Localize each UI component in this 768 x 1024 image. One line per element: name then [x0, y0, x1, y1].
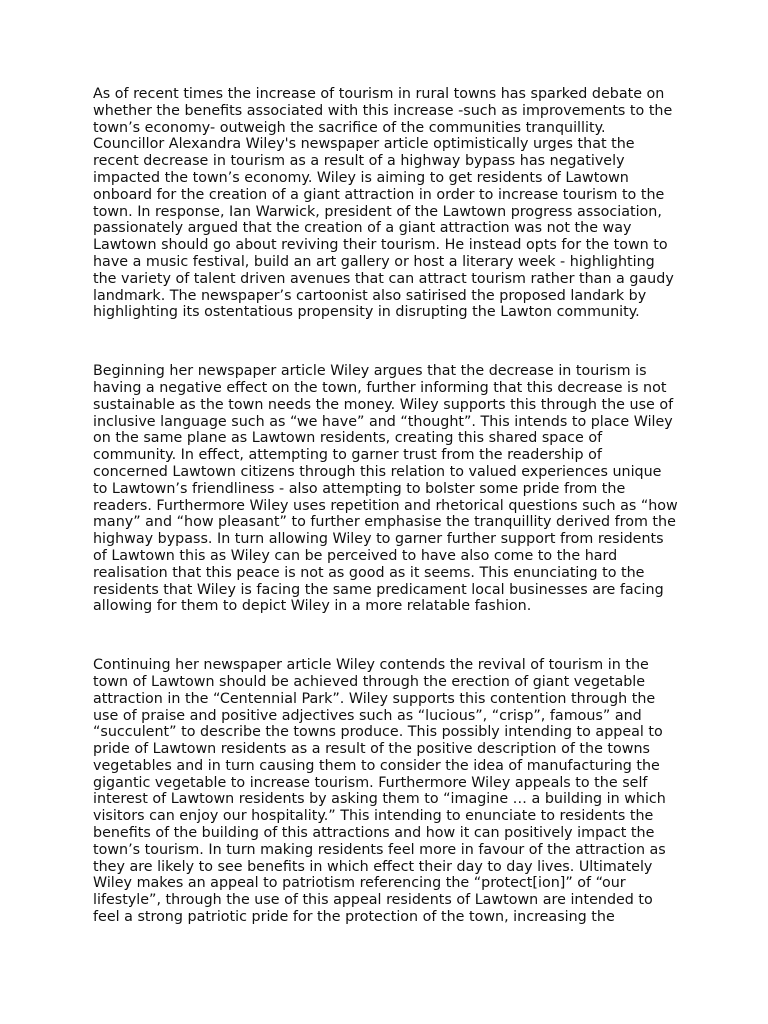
- document-page: [93, 86, 679, 968]
- paragraph-body-2: Continuing her newspaper article Wiley contends the revival of tourism in the town of Lawtown should be achieved through the erection of giant vegetable attraction in the “Centennial Park”. Wiley supports this contention through the use of praise and positive adjectives such as “lucious”, “crisp”, famous” and “succulent” to describe the towns produce. This possibly intending to appeal to pride of Lawtown residents as a result of the positive description of the towns vegetables and in turn causing them to consider the idea of manufacturing the gigantic vegetable to increase tourism. Furthermore Wiley appeals to the self interest of Lawtown residents by asking them to “imagine … a building in which visitors can enjoy our hospitality.” This intending to enunciate to residents the benefits of the building of this attractions and how it can positively impact the town’s tourism. In turn making residents feel more in favour of the attraction as they are likely to see benefits in which effect their day to day lives. Ultimately Wiley makes an appeal to patriotism referencing the “protect[ion]” of “our lifestyle”, through the use of this appeal residents of Lawtown are intended to feel a strong patriotic pride for the protection of the town, increasing the: [93, 657, 666, 926]
- paragraph-body-1: Beginning her newspaper article Wiley argues that the decrease in tourism is having a negative effect on the town, further informing that this decrease is not sustainable as the town needs the money. Wiley supports this through the use of inclusive language such as “we have” and “thought”. This intends to place Wiley on the same plane as Lawtown residents, creating this shared space of community. In effect, attempting to garner trust from the readership of concerned Lawtown citizens through this relation to valued experiences unique to Lawtown’s friendliness - also attempting to bolster some pride from the readers. Furthermore Wiley uses repetition and rhetorical questions such as “how many” and “how pleasant” to further emphasise the tranquillity derived from the highway bypass. In turn allowing Wiley to garner further support from residents of Lawtown this as Wiley can be perceived to have also come to the hard realisation that this peace is not as good as it seems. This enunciating to the residents that Wiley is facing the same predicament local businesses are facing allowing for them to depict Wiley in a more relatable fashion.: [93, 363, 678, 615]
- paragraph-introduction: As of recent times the increase of tourism in rural towns has sparked debate on whether the benefits associated with this increase -such as improvements to the town’s economy- outweigh the sacrifice of the communities tranquillity. Councillor Alexandra Wiley's newspaper article optimistically urges that the recent decrease in tourism as a result of a highway bypass has negatively impacted the town’s economy. Wiley is aiming to get residents of Lawtown onboard for the creation of a giant attraction in order to increase tourism to the town. In response, Ian Warwick, president of the Lawtown progress association, passionately argued that the creation of a giant attraction was not the way Lawtown should go about reviving their tourism. He instead opts for the town to have a music festival, build an art gallery or host a literary week - highlighting the variety of talent driven avenues that can attract tourism rather than a gaudy landmark. The newspaper’s cartoonist also satirised the proposed landark by highlighting its ostentatious propensity in disrupting the Lawton community.: [93, 86, 674, 321]
